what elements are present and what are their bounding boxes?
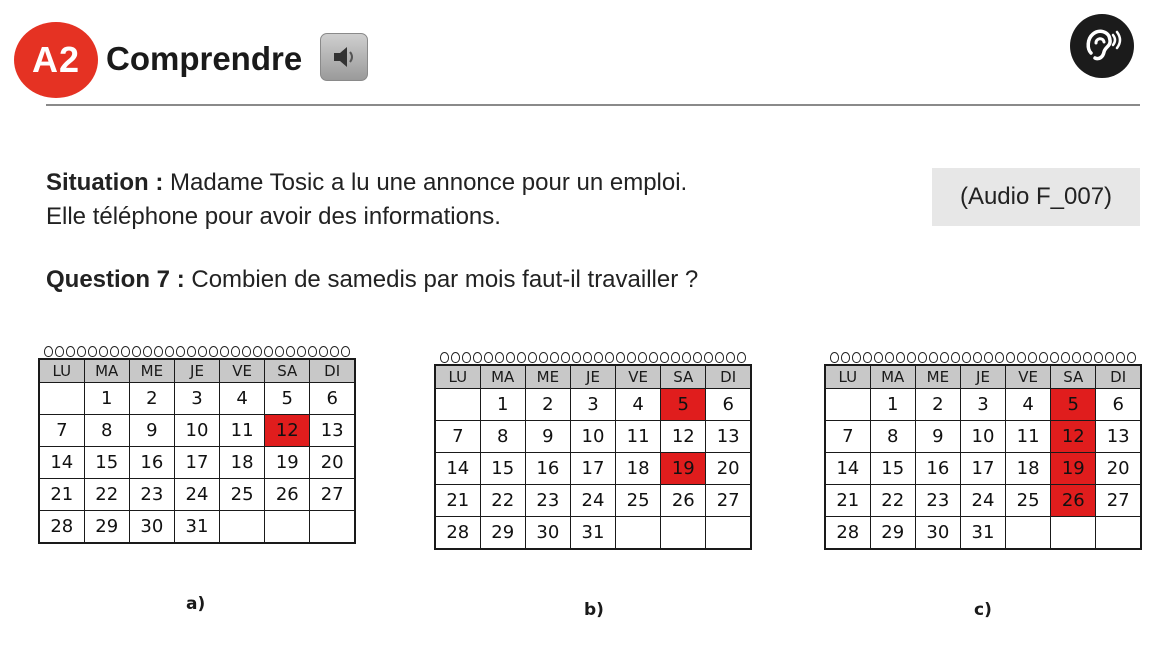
- day-cell: 6: [1096, 389, 1141, 421]
- weekday-header: LU: [825, 365, 870, 389]
- day-cell: 11: [220, 415, 265, 447]
- day-cell: 15: [480, 453, 525, 485]
- day-cell: 27: [706, 485, 751, 517]
- binding-ring: [649, 352, 658, 363]
- binding-ring: [110, 346, 119, 357]
- binding-ring: [1072, 352, 1081, 363]
- option-label-b[interactable]: b): [584, 600, 604, 620]
- binding-ring: [242, 346, 251, 357]
- binding-ring: [1083, 352, 1092, 363]
- day-cell: 7: [435, 421, 480, 453]
- day-cell: 9: [915, 421, 960, 453]
- binding-ring: [165, 346, 174, 357]
- situation-label: Situation :: [46, 169, 164, 196]
- level-badge: A2: [14, 22, 98, 98]
- day-cell: 3: [960, 389, 1005, 421]
- day-cell: 11: [616, 421, 661, 453]
- ear-hearing-icon: [1070, 14, 1134, 78]
- weekday-header: DI: [706, 365, 751, 389]
- day-cell: [1051, 517, 1096, 550]
- day-cell: 24: [174, 479, 219, 511]
- binding-ring: [209, 346, 218, 357]
- day-cell: 31: [570, 517, 615, 550]
- day-cell: 16: [525, 453, 570, 485]
- binding-ring: [852, 352, 861, 363]
- binding-ring: [896, 352, 905, 363]
- binding-ring: [918, 352, 927, 363]
- binding-ring: [88, 346, 97, 357]
- question-text: [46, 266, 698, 294]
- day-cell: 30: [525, 517, 570, 550]
- day-cell: 16: [129, 447, 174, 479]
- day-cell: 14: [435, 453, 480, 485]
- weekday-header: MA: [480, 365, 525, 389]
- weekday-header: LU: [39, 359, 84, 383]
- calendar-week-row: [39, 447, 355, 479]
- day-cell: 23: [525, 485, 570, 517]
- day-cell: 10: [960, 421, 1005, 453]
- day-cell: 31: [960, 517, 1005, 550]
- day-cell: 30: [915, 517, 960, 550]
- day-cell: 28: [825, 517, 870, 550]
- calendar-option-c[interactable]: [824, 352, 1142, 550]
- option-label-c[interactable]: c): [974, 600, 992, 620]
- binding-ring: [506, 352, 515, 363]
- day-cell: [1006, 517, 1051, 550]
- binding-ring: [253, 346, 262, 357]
- day-cell: 14: [825, 453, 870, 485]
- binding-ring: [682, 352, 691, 363]
- day-cell: [825, 389, 870, 421]
- day-cell: [265, 511, 310, 544]
- day-cell: [1096, 517, 1141, 550]
- binding-ring: [594, 352, 603, 363]
- binding-ring: [671, 352, 680, 363]
- binding-ring: [1050, 352, 1059, 363]
- binding-ring: [638, 352, 647, 363]
- binding-ring: [1094, 352, 1103, 363]
- page-title: Comprendre: [106, 40, 303, 77]
- day-cell: 7: [825, 421, 870, 453]
- binding-ring: [984, 352, 993, 363]
- weekday-header: VE: [616, 365, 661, 389]
- day-cell: 10: [174, 415, 219, 447]
- binding-ring: [951, 352, 960, 363]
- day-cell: 27: [310, 479, 355, 511]
- day-cell: 23: [915, 485, 960, 517]
- binding-ring: [863, 352, 872, 363]
- day-cell: 1: [870, 389, 915, 421]
- binding-ring: [973, 352, 982, 363]
- day-cell: 10: [570, 421, 615, 453]
- binding-ring: [726, 352, 735, 363]
- day-cell: 13: [310, 415, 355, 447]
- binding-ring: [528, 352, 537, 363]
- day-cell: 29: [480, 517, 525, 550]
- day-cell: 16: [915, 453, 960, 485]
- option-label-a[interactable]: a): [186, 594, 206, 614]
- binding-ring: [561, 352, 570, 363]
- calendar-grid: [434, 364, 752, 550]
- day-cell: 1: [480, 389, 525, 421]
- weekday-header: ME: [915, 365, 960, 389]
- calendar-grid: [824, 364, 1142, 550]
- day-cell: 8: [84, 415, 129, 447]
- day-cell: [435, 389, 480, 421]
- calendar-week-row: [825, 421, 1141, 453]
- day-cell: 2: [915, 389, 960, 421]
- binding-ring: [66, 346, 75, 357]
- day-cell: 22: [870, 485, 915, 517]
- calendar-week-row: [435, 517, 751, 550]
- binding-ring: [715, 352, 724, 363]
- day-cell: 18: [1006, 453, 1051, 485]
- day-cell: 14: [39, 447, 84, 479]
- binding-ring: [187, 346, 196, 357]
- binding-ring: [874, 352, 883, 363]
- calendar-week-row: [825, 389, 1141, 421]
- day-cell: 24: [570, 485, 615, 517]
- day-cell: 17: [570, 453, 615, 485]
- binding-ring: [99, 346, 108, 357]
- binding-ring: [473, 352, 482, 363]
- day-cell: 18: [220, 447, 265, 479]
- day-cell: 18: [616, 453, 661, 485]
- day-cell: 24: [960, 485, 1005, 517]
- binding-ring: [517, 352, 526, 363]
- speaker-icon: [329, 42, 359, 72]
- binding-ring: [495, 352, 504, 363]
- day-cell: 22: [84, 479, 129, 511]
- day-cell: 19: [265, 447, 310, 479]
- day-cell: 17: [174, 447, 219, 479]
- calendar-week-row: [435, 421, 751, 453]
- day-cell: 15: [84, 447, 129, 479]
- binding-ring: [220, 346, 229, 357]
- binding-ring: [627, 352, 636, 363]
- day-cell: 5: [265, 383, 310, 415]
- day-cell: 15: [870, 453, 915, 485]
- binding-ring: [176, 346, 185, 357]
- calendar-week-row: [435, 389, 751, 421]
- highlighted-day-cell: 5: [661, 389, 706, 421]
- weekday-header: JE: [174, 359, 219, 383]
- day-cell: 27: [1096, 485, 1141, 517]
- binding-ring: [962, 352, 971, 363]
- day-cell: [706, 517, 751, 550]
- binding-ring: [605, 352, 614, 363]
- binding-ring: [550, 352, 559, 363]
- binding-ring: [462, 352, 471, 363]
- binding-ring: [484, 352, 493, 363]
- binding-ring: [308, 346, 317, 357]
- calendar-week-row: [825, 517, 1141, 550]
- day-cell: 22: [480, 485, 525, 517]
- calendar-week-row: [39, 511, 355, 544]
- day-cell: 20: [310, 447, 355, 479]
- day-cell: 8: [480, 421, 525, 453]
- binding-ring: [231, 346, 240, 357]
- binding-ring: [1061, 352, 1070, 363]
- situation-text: [46, 166, 687, 234]
- highlighted-day-cell: 12: [1051, 421, 1096, 453]
- binding-ring: [995, 352, 1004, 363]
- binding-ring: [616, 352, 625, 363]
- day-cell: 23: [129, 479, 174, 511]
- binding-ring: [132, 346, 141, 357]
- binding-ring: [440, 352, 449, 363]
- day-cell: 28: [39, 511, 84, 544]
- day-cell: 26: [265, 479, 310, 511]
- day-cell: [616, 517, 661, 550]
- binding-ring: [704, 352, 713, 363]
- day-cell: 21: [435, 485, 480, 517]
- day-cell: 31: [174, 511, 219, 544]
- calendar-week-row: [435, 485, 751, 517]
- binding-ring: [121, 346, 130, 357]
- weekday-header: SA: [1051, 365, 1096, 389]
- day-cell: 29: [870, 517, 915, 550]
- day-cell: 12: [661, 421, 706, 453]
- day-cell: 20: [706, 453, 751, 485]
- question-label: Question 7 :: [46, 266, 185, 293]
- binding-ring: [341, 346, 350, 357]
- day-cell: 21: [39, 479, 84, 511]
- header-divider: [46, 104, 1140, 106]
- weekday-header-row: [825, 365, 1141, 389]
- binding-ring: [286, 346, 295, 357]
- weekday-header: VE: [1006, 365, 1051, 389]
- calendar-binding-rings: [44, 346, 350, 358]
- calendar-option-a[interactable]: [38, 346, 356, 544]
- binding-ring: [275, 346, 284, 357]
- weekday-header-row: [435, 365, 751, 389]
- binding-ring: [572, 352, 581, 363]
- calendar-grid: [38, 358, 356, 544]
- day-cell: 13: [1096, 421, 1141, 453]
- binding-ring: [907, 352, 916, 363]
- weekday-header: JE: [570, 365, 615, 389]
- binding-ring: [77, 346, 86, 357]
- day-cell: 4: [616, 389, 661, 421]
- weekday-header: MA: [870, 365, 915, 389]
- calendar-binding-rings: [440, 352, 746, 364]
- binding-ring: [1105, 352, 1114, 363]
- highlighted-day-cell: 12: [265, 415, 310, 447]
- day-cell: 11: [1006, 421, 1051, 453]
- day-cell: 9: [129, 415, 174, 447]
- weekday-header: ME: [525, 365, 570, 389]
- day-cell: 28: [435, 517, 480, 550]
- day-cell: 25: [1006, 485, 1051, 517]
- day-cell: 21: [825, 485, 870, 517]
- day-cell: [661, 517, 706, 550]
- day-cell: [220, 511, 265, 544]
- calendar-week-row: [825, 485, 1141, 517]
- day-cell: 13: [706, 421, 751, 453]
- day-cell: [310, 511, 355, 544]
- weekday-header: ME: [129, 359, 174, 383]
- binding-ring: [885, 352, 894, 363]
- day-cell: 6: [706, 389, 751, 421]
- weekday-header: SA: [661, 365, 706, 389]
- binding-ring: [330, 346, 339, 357]
- weekday-header: DI: [310, 359, 355, 383]
- day-cell: 29: [84, 511, 129, 544]
- calendar-binding-rings: [830, 352, 1136, 364]
- day-cell: 9: [525, 421, 570, 453]
- binding-ring: [55, 346, 64, 357]
- highlighted-day-cell: 5: [1051, 389, 1096, 421]
- question-body: Combien de samedis par mois faut-il travailler ?: [191, 266, 699, 293]
- situation-line-2: Elle téléphone pour avoir des informations.: [46, 203, 501, 230]
- day-cell: 26: [661, 485, 706, 517]
- weekday-header: MA: [84, 359, 129, 383]
- day-cell: 4: [220, 383, 265, 415]
- situation-line-1: Madame Tosic a lu une annonce pour un emploi.: [170, 169, 688, 196]
- binding-ring: [1006, 352, 1015, 363]
- calendar-week-row: [435, 453, 751, 485]
- day-cell: 20: [1096, 453, 1141, 485]
- weekday-header-row: [39, 359, 355, 383]
- binding-ring: [198, 346, 207, 357]
- highlighted-day-cell: 19: [1051, 453, 1096, 485]
- day-cell: 4: [1006, 389, 1051, 421]
- binding-ring: [1028, 352, 1037, 363]
- day-cell: 2: [525, 389, 570, 421]
- binding-ring: [319, 346, 328, 357]
- day-cell: 8: [870, 421, 915, 453]
- binding-ring: [44, 346, 53, 357]
- binding-ring: [297, 346, 306, 357]
- weekday-header: LU: [435, 365, 480, 389]
- binding-ring: [583, 352, 592, 363]
- binding-ring: [143, 346, 152, 357]
- calendar-week-row: [39, 383, 355, 415]
- binding-ring: [154, 346, 163, 357]
- binding-ring: [1017, 352, 1026, 363]
- binding-ring: [841, 352, 850, 363]
- binding-ring: [940, 352, 949, 363]
- day-cell: 1: [84, 383, 129, 415]
- audio-reference: (Audio F_007): [932, 168, 1140, 226]
- highlighted-day-cell: 26: [1051, 485, 1096, 517]
- day-cell: 3: [570, 389, 615, 421]
- binding-ring: [264, 346, 273, 357]
- binding-ring: [1116, 352, 1125, 363]
- binding-ring: [539, 352, 548, 363]
- day-cell: 6: [310, 383, 355, 415]
- weekday-header: JE: [960, 365, 1005, 389]
- day-cell: [39, 383, 84, 415]
- calendar-option-b[interactable]: [434, 352, 752, 550]
- calendar-week-row: [39, 415, 355, 447]
- day-cell: 7: [39, 415, 84, 447]
- day-cell: 2: [129, 383, 174, 415]
- binding-ring: [451, 352, 460, 363]
- calendar-week-row: [825, 453, 1141, 485]
- weekday-header: VE: [220, 359, 265, 383]
- weekday-header: SA: [265, 359, 310, 383]
- binding-ring: [1039, 352, 1048, 363]
- binding-ring: [660, 352, 669, 363]
- day-cell: 17: [960, 453, 1005, 485]
- day-cell: 30: [129, 511, 174, 544]
- weekday-header: DI: [1096, 365, 1141, 389]
- day-cell: 25: [616, 485, 661, 517]
- highlighted-day-cell: 19: [661, 453, 706, 485]
- binding-ring: [830, 352, 839, 363]
- calendar-week-row: [39, 479, 355, 511]
- binding-ring: [693, 352, 702, 363]
- binding-ring: [1127, 352, 1136, 363]
- binding-ring: [929, 352, 938, 363]
- day-cell: 25: [220, 479, 265, 511]
- day-cell: 3: [174, 383, 219, 415]
- binding-ring: [737, 352, 746, 363]
- play-audio-button[interactable]: [320, 33, 368, 81]
